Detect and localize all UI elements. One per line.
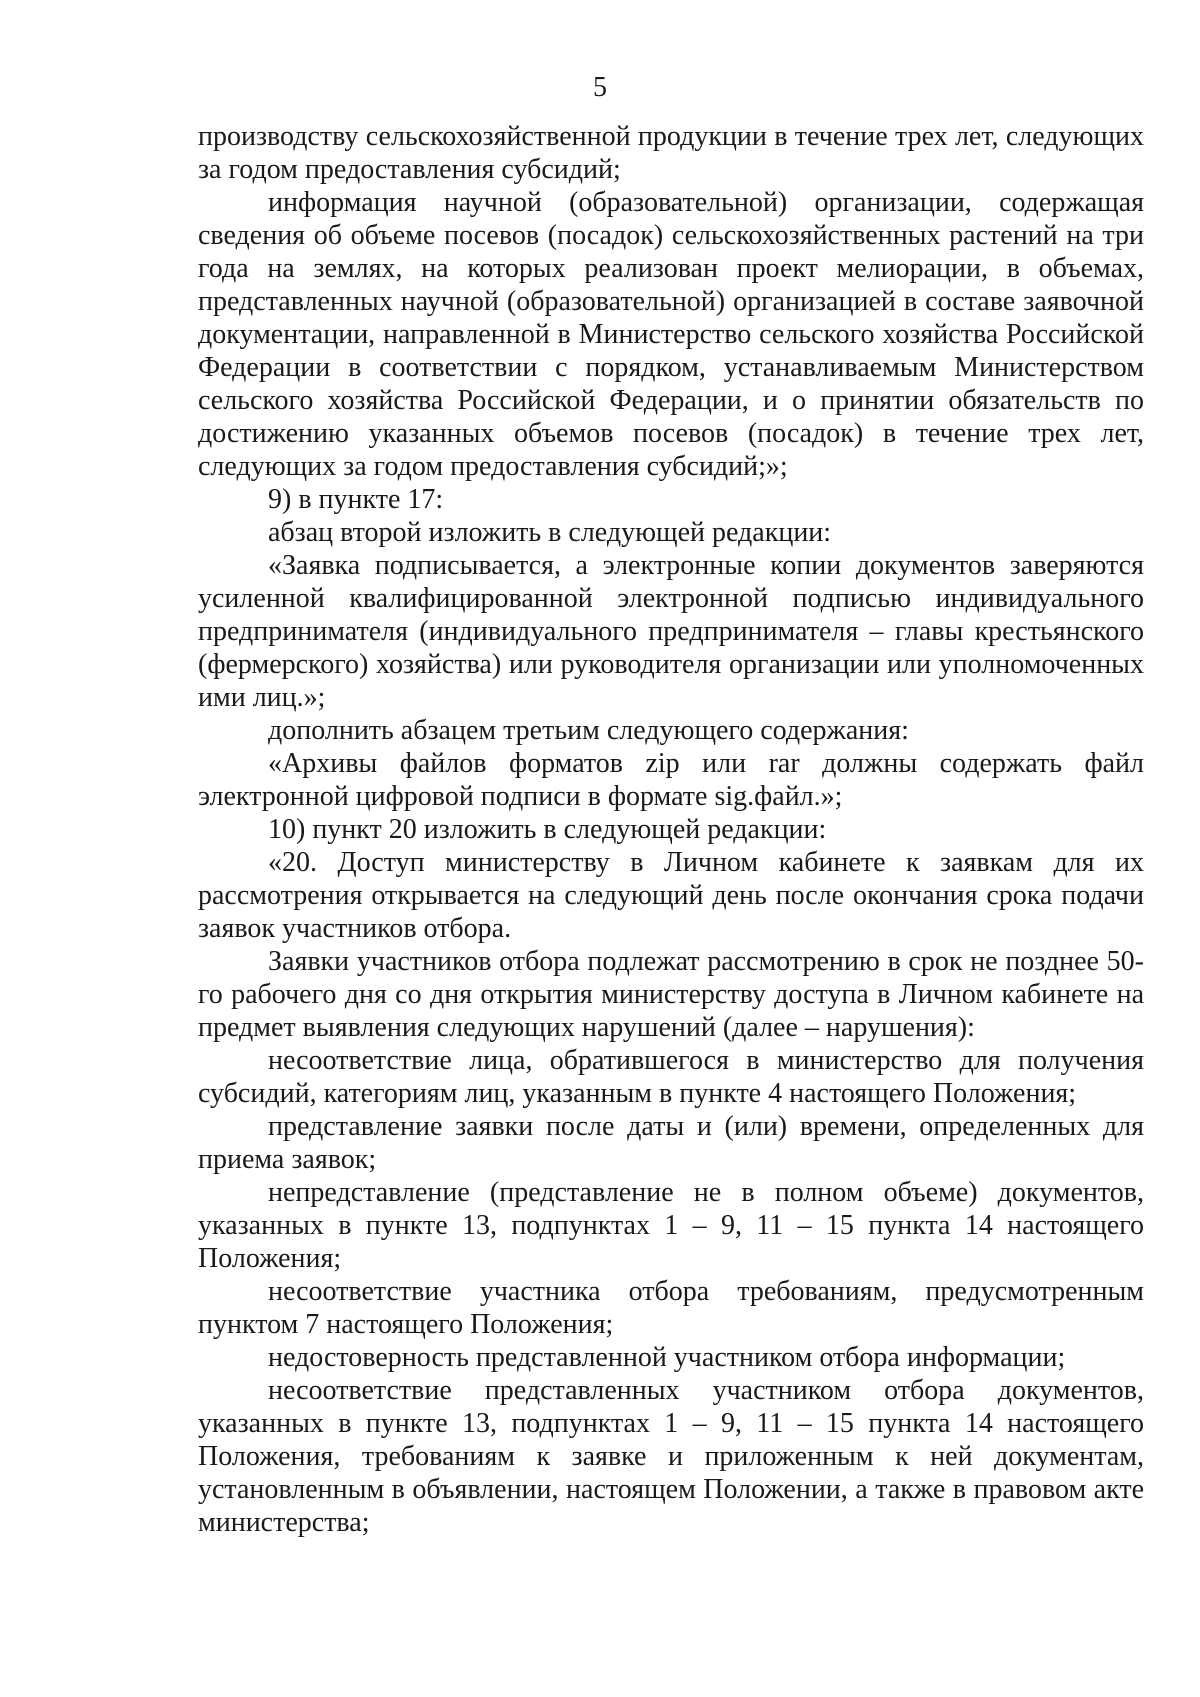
paragraph-2: информация научной (образовательной) организации, содержащая сведения об объеме посевов (посадок) сельскохозяйственных растений на три года на землях, на которых реализован проект мелиорации, в объемах, представленных научной (образовательной) организацией в составе заявочной документации, направленной в Министерство сельского хозяйства Российской Федерации в соответствии с порядком, устанавливаемым Министерством сельского хозяйства Российской Федерации, и о принятии обязательств по достижению указанных объемов посевов (посадок) в течение трех лет, следующих за годом предоставления субсидий;»;: [198, 187, 1144, 482]
paragraph-3: 9) в пункте 17:: [268, 484, 444, 515]
paragraph-8: 10) пункт 20 изложить в следующей редакции:: [268, 814, 827, 845]
paragraph-15: недостоверность представленной участником отбора информации;: [268, 1342, 1066, 1373]
paragraph-6: дополнить абзацем третьим следующего содержания:: [268, 715, 909, 746]
paragraph-9: «20. Доступ министерству в Личном кабинете к заявкам для их рассмотрения открывается на следующий день после окончания срока подачи заявок участников отбора.: [198, 847, 1144, 944]
page-number: 5: [593, 72, 607, 103]
paragraph-4: абзац второй изложить в следующей редакции:: [268, 517, 832, 548]
paragraph-5: «Заявка подписывается, а электронные копии документов заверяются усиленной квалифицированной электронной подписью индивидуального предпринимателя (индивидуального предпринимателя – главы крестьянского (фермерского) хозяйства) или руководителя организации или уполномоченных ими лиц.»;: [198, 550, 1144, 713]
paragraph-10: Заявки участников отбора подлежат рассмотрению в срок не позднее 50-го рабочего дня со дня открытия министерству доступа в Личном кабинете на предмет выявления следующих нарушений (далее – нарушения):: [198, 946, 1144, 1043]
paragraph-1: производству сельскохозяйственной продукции в течение трех лет, следующих за годом предоставления субсидий;: [198, 121, 1144, 185]
paragraph-16: несоответствие представленных участником отбора документов, указанных в пункте 13, подпунктах 1 – 9, 11 – 15 пункта 14 настоящего Положения, требованиям к заявке и приложенным к ней документам, установленным в объявлении, настоящем Положении, а также в правовом акте министерства;: [198, 1375, 1144, 1538]
paragraph-7: «Архивы файлов форматов zip или rar должны содержать файл электронной цифровой подписи в формате sig.файл.»;: [198, 748, 1144, 812]
paragraph-11: несоответствие лица, обратившегося в министерство для получения субсидий, категориям лиц, указанным в пункте 4 настоящего Положения;: [198, 1045, 1144, 1109]
document-body: [198, 120, 1144, 1539]
paragraph-12: представление заявки после даты и (или) времени, определенных для приема заявок;: [198, 1111, 1144, 1175]
paragraph-13: непредставление (представление не в полном объеме) документов, указанных в пункте 13, подпунктах 1 – 9, 11 – 15 пункта 14 настоящего Положения;: [198, 1177, 1144, 1274]
paragraph-14: несоответствие участника отбора требованиям, предусмотренным пунктом 7 настоящего Положения;: [198, 1276, 1144, 1340]
